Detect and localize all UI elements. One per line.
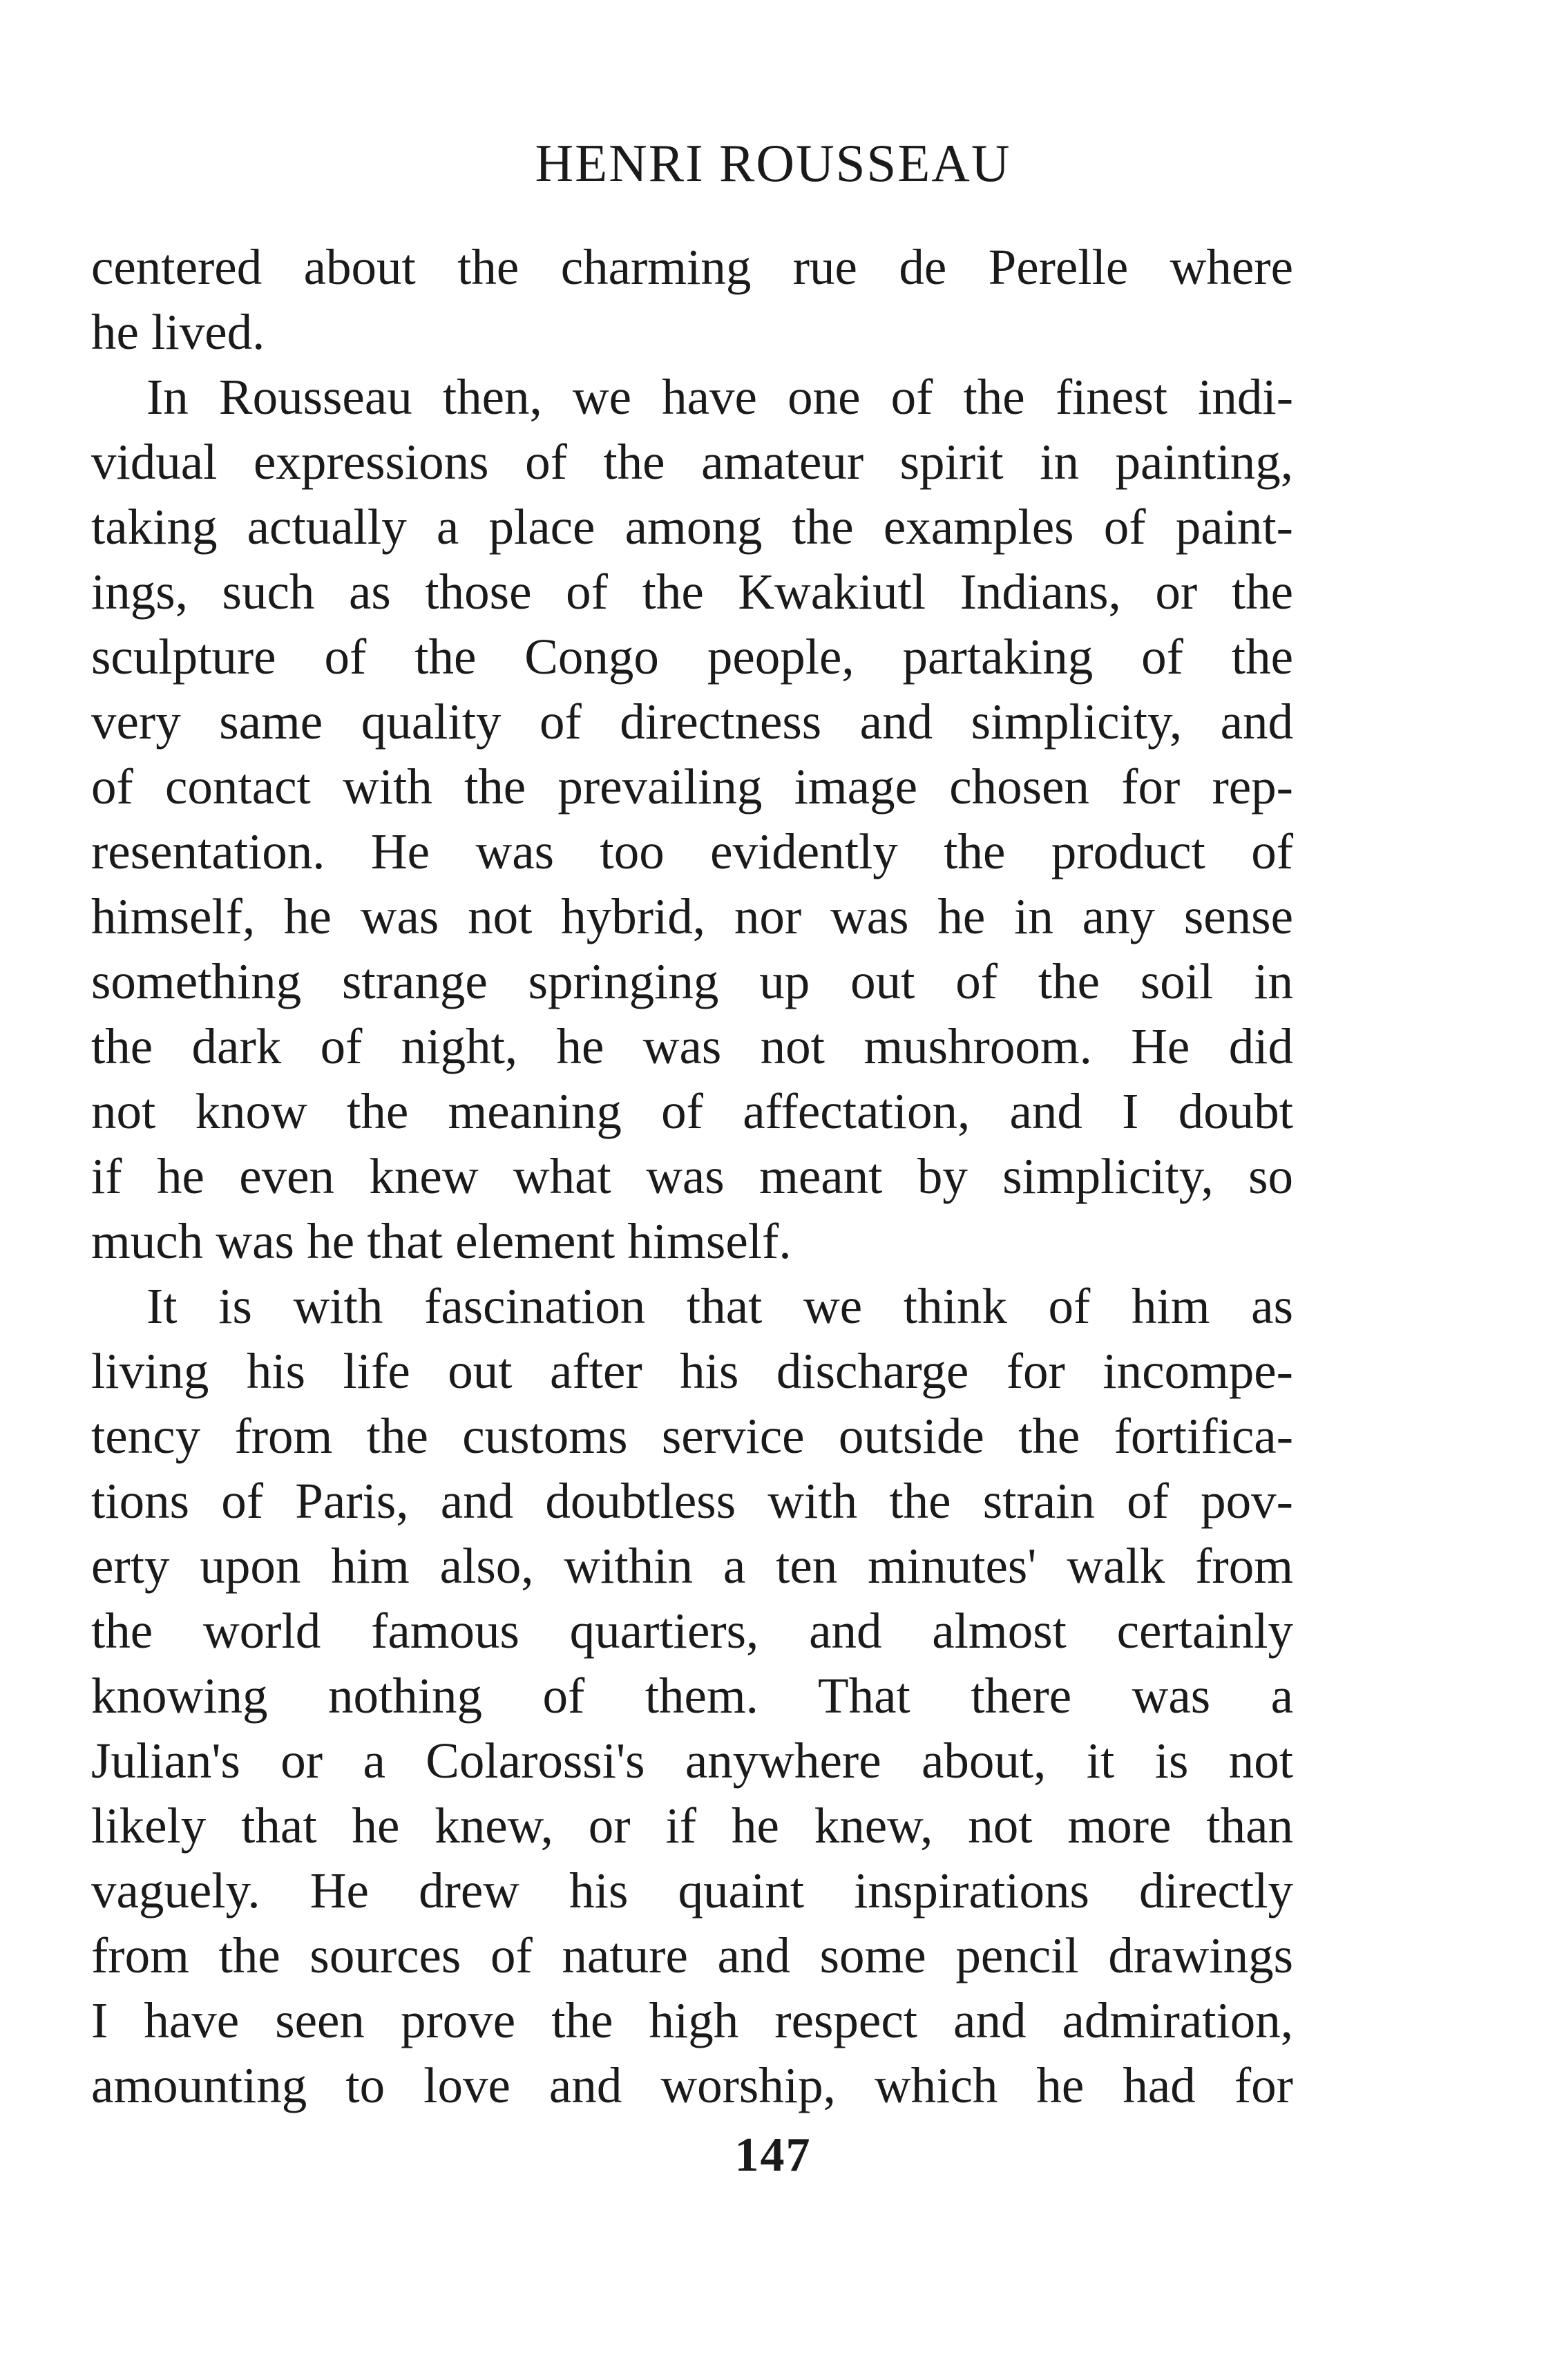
text-line: if he even knew what was meant by simplicity, so	[91, 1148, 1293, 1204]
text-line: I have seen prove the high respect and admiration,	[91, 1992, 1293, 2048]
text-line: not know the meaning of affectation, and I doubt	[91, 1083, 1293, 1139]
text-line: erty upon him also, within a ten minutes' walk from	[91, 1538, 1293, 1594]
text-line: In Rousseau then, we have one of the finest indi-	[146, 369, 1293, 425]
text-line: the dark of night, he was not mushroom. He did	[91, 1018, 1293, 1074]
text-line: himself, he was not hybrid, nor was he in any sense	[91, 888, 1293, 944]
paragraph	[91, 235, 1293, 365]
text-line: Julian's or a Colarossi's anywhere about, it is not	[91, 1733, 1293, 1789]
text-line: taking actually a place among the examples of paint-	[91, 499, 1293, 555]
body-text	[91, 235, 1293, 2118]
text-line: tions of Paris, and doubtless with the strain of pov-	[91, 1473, 1293, 1529]
text-line: the world famous quartiers, and almost certainly	[91, 1603, 1293, 1659]
text-line: living his life out after his discharge for incompe-	[91, 1343, 1293, 1399]
text-line: sculpture of the Congo people, partaking of the	[91, 629, 1293, 685]
text-line: knowing nothing of them. That there was a	[91, 1668, 1293, 1724]
text-line: from the sources of nature and some pencil drawings	[91, 1927, 1293, 1983]
text-line: of contact with the prevailing image chosen for rep-	[91, 759, 1293, 815]
text-line: vidual expressions of the amateur spirit in painting,	[91, 434, 1293, 490]
text-line: very same quality of directness and simplicity, and	[91, 694, 1293, 750]
text-line: centered about the charming rue de Perelle where	[91, 239, 1293, 295]
text-line: vaguely. He drew his quaint inspirations directly	[91, 1863, 1293, 1919]
text-line: amounting to love and worship, which he had for	[91, 2057, 1293, 2113]
text-line: It is with fascination that we think of him as	[146, 1278, 1293, 1334]
page-number: 147	[734, 2129, 812, 2182]
text-line: much was he that element himself.	[91, 1213, 792, 1269]
text-line: likely that he knew, or if he knew, not more than	[91, 1798, 1293, 1854]
running-head: HENRI ROUSSEAU	[535, 133, 1011, 193]
text-line: something strange springing up out of the soil in	[91, 953, 1293, 1009]
text-line: ings, such as those of the Kwakiutl Indians, or the	[91, 564, 1293, 620]
paragraph	[91, 365, 1293, 1274]
text-line: resentation. He was too evidently the product of	[91, 824, 1293, 879]
paragraph	[91, 1274, 1293, 2118]
text-line: tency from the customs service outside the fortifica-	[91, 1408, 1293, 1464]
text-line: he lived.	[91, 304, 265, 360]
